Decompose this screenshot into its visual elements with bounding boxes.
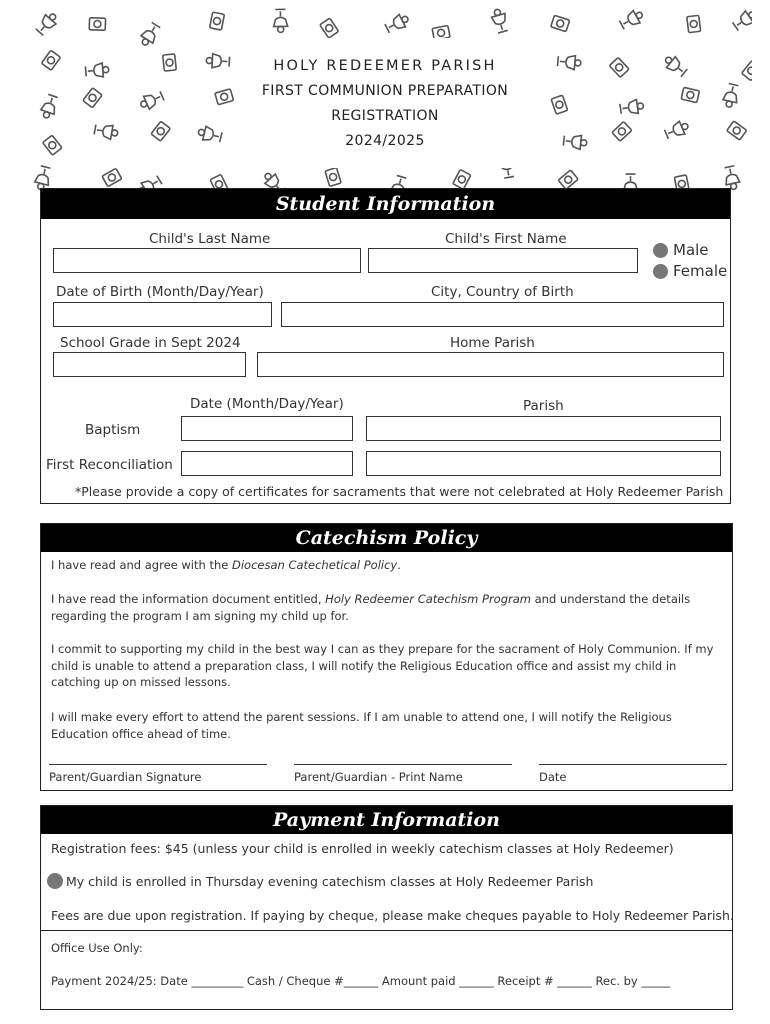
parent-sessions-text: I will make every effort to attend the parent sessions. If I am unable to attend one, I will notify the Religious Education office ahead of time. bbox=[51, 710, 672, 741]
chalice-icon bbox=[490, 8, 510, 34]
chalice-icon bbox=[557, 54, 581, 70]
enrolled-radio-dot bbox=[47, 873, 63, 889]
print-name-line[interactable] bbox=[294, 764, 512, 765]
chalice-icon bbox=[742, 61, 752, 81]
diocesan-policy-link: Diocesan Catechetical Policy bbox=[231, 558, 398, 572]
chalice-icon bbox=[89, 18, 105, 31]
program-document-text bbox=[51, 591, 726, 624]
home-parish-label: Home Parish bbox=[450, 335, 535, 351]
program-year: 2024/2025 bbox=[345, 133, 425, 149]
reconciliation-date-field[interactable] bbox=[181, 451, 353, 476]
chalice-icon bbox=[210, 12, 225, 30]
student-information-section bbox=[40, 188, 731, 504]
sacrament-parish-header: Parish bbox=[523, 398, 564, 414]
program-name: FIRST COMMUNION PREPARATION bbox=[261, 83, 509, 99]
chalice-icon bbox=[320, 18, 339, 38]
commitment-text: I commit to supporting my child in the best way I can as they prepare for the sacrament of Holy Communion. If my child is unable to attend a preparation class, I will notify the Religious Education office and assist my child in catching up on missed lessons. bbox=[51, 642, 714, 689]
chalice-icon bbox=[664, 119, 691, 141]
print-name-label: Parent/Guardian - Print Name bbox=[294, 770, 463, 784]
enrolled-label: My child is enrolled in Thursday evening catechism classes at Holy Redeemer Parish bbox=[66, 873, 594, 889]
p2-text: I have read the information document entitled, bbox=[51, 592, 326, 606]
female-label: Female bbox=[673, 262, 728, 280]
p1-end: . bbox=[397, 558, 401, 572]
chalice-icon bbox=[138, 89, 165, 111]
chalice-icon bbox=[151, 121, 170, 141]
chalice-icon bbox=[722, 83, 741, 109]
chalice-icon bbox=[612, 122, 632, 142]
catechism-section-title: Catechism Policy bbox=[41, 524, 732, 552]
chalice-icon bbox=[731, 8, 752, 32]
signature-label: Parent/Guardian Signature bbox=[49, 770, 202, 784]
office-use-label: Office Use Only: bbox=[51, 941, 143, 955]
chalice-icon bbox=[273, 9, 287, 32]
registration-fees-text: Registration fees: $45 (unless your child is enrolled in weekly catechism classes at Holy Redeemer) bbox=[51, 841, 674, 856]
chalice-icon bbox=[558, 170, 578, 189]
chalice-icon bbox=[551, 95, 568, 114]
office-divider bbox=[41, 930, 732, 931]
policy-agreement-text bbox=[51, 557, 726, 574]
reconciliation-label: First Reconciliation bbox=[46, 457, 173, 473]
male-radio[interactable] bbox=[653, 241, 709, 259]
female-radio[interactable] bbox=[653, 262, 727, 280]
chalice-icon bbox=[39, 94, 60, 120]
catechism-policy-section bbox=[40, 523, 733, 791]
chalice-icon bbox=[206, 53, 230, 68]
chalice-icon bbox=[618, 8, 645, 31]
chalice-icon bbox=[43, 135, 62, 155]
chalice-icon bbox=[197, 125, 223, 144]
home-parish-field[interactable] bbox=[257, 352, 724, 377]
fees-due-text: Fees are due upon registration. If paying by cheque, please make cheques payable to Holy Redeemer Parish. bbox=[51, 908, 734, 923]
office-payment-line: Payment 2024/25: Date _________ Cash / Cheque #______ Amount paid ______ Receipt # ______ Rec. by _____ bbox=[51, 974, 671, 988]
chalice-icon bbox=[83, 88, 102, 108]
baptism-label: Baptism bbox=[85, 422, 141, 438]
reconciliation-parish-field[interactable] bbox=[366, 451, 721, 476]
chalice-icon bbox=[662, 53, 689, 78]
chalice-icon bbox=[85, 62, 109, 78]
male-label: Male bbox=[673, 241, 709, 259]
chalice-icon bbox=[723, 165, 741, 190]
birth-city-field[interactable] bbox=[281, 302, 724, 327]
baptism-parish-field[interactable] bbox=[366, 416, 721, 441]
chalice-icon bbox=[727, 121, 747, 140]
form-type: REGISTRATION bbox=[331, 108, 439, 124]
student-section-title: Student Information bbox=[41, 189, 730, 219]
last-name-field[interactable] bbox=[53, 248, 361, 273]
parish-name: HOLY REDEEMER PARISH bbox=[273, 58, 497, 74]
date-line[interactable] bbox=[539, 764, 727, 765]
chalice-icon bbox=[94, 123, 119, 141]
chalice-icon bbox=[34, 10, 60, 37]
chalice-icon bbox=[102, 168, 122, 186]
chalice-icon bbox=[138, 21, 162, 48]
birth-city-label: City, Country of Birth bbox=[431, 284, 574, 300]
signature-line[interactable] bbox=[49, 764, 267, 765]
chalice-icon bbox=[563, 134, 587, 150]
certificate-note: *Please provide a copy of certificates for sacraments that were not celebrated at Holy Redeemer Parish bbox=[75, 484, 724, 499]
chalice-icon bbox=[551, 15, 570, 31]
female-radio-dot bbox=[653, 264, 668, 279]
chalice-icon bbox=[163, 54, 177, 71]
dob-label: Date of Birth (Month/Day/Year) bbox=[56, 284, 264, 300]
sacrament-date-header: Date (Month/Day/Year) bbox=[190, 396, 344, 412]
chalice-icon bbox=[620, 99, 645, 116]
grade-field[interactable] bbox=[53, 352, 246, 377]
baptism-date-field[interactable] bbox=[181, 416, 353, 441]
date-label: Date bbox=[539, 770, 567, 784]
chalice-icon bbox=[681, 87, 699, 102]
male-radio-dot bbox=[653, 243, 668, 258]
payment-information-section bbox=[40, 805, 733, 1010]
chalice-icon bbox=[609, 57, 629, 77]
chalice-icon bbox=[325, 168, 341, 187]
first-name-label: Child's First Name bbox=[445, 231, 567, 247]
chalice-icon bbox=[215, 89, 234, 105]
title-block bbox=[240, 38, 530, 168]
dob-field[interactable] bbox=[53, 302, 272, 327]
chalice-icon bbox=[453, 170, 471, 190]
chalice-icon bbox=[384, 12, 411, 35]
chalice-icon bbox=[41, 50, 60, 70]
program-document-title: Holy Redeemer Catechism Program bbox=[325, 592, 531, 606]
chalice-icon bbox=[687, 15, 701, 32]
enrolled-checkbox[interactable] bbox=[47, 873, 593, 889]
grade-label: School Grade in Sept 2024 bbox=[60, 335, 241, 351]
last-name-label: Child's Last Name bbox=[149, 231, 271, 247]
first-name-field[interactable] bbox=[368, 248, 638, 273]
p1-text: I have read and agree with the bbox=[51, 558, 232, 572]
payment-section-title: Payment Information bbox=[41, 806, 732, 834]
p2-end: and understand the details regarding the program I am signing my child up for. bbox=[51, 592, 691, 623]
